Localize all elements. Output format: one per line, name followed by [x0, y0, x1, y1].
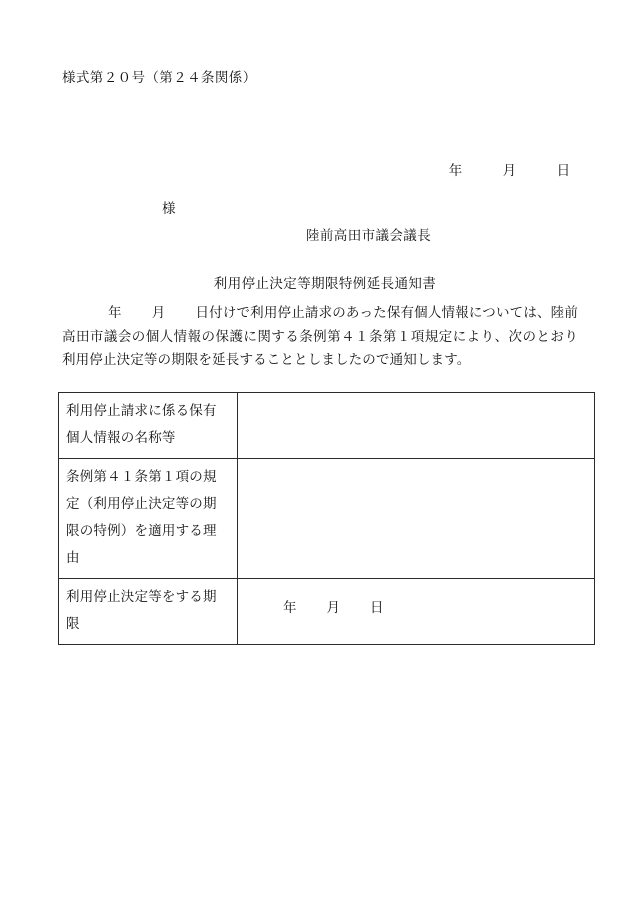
table-row-value[interactable] — [238, 459, 595, 579]
deadline-year: 年 — [283, 600, 297, 616]
table-row-label: 利用停止決定等をする期限 — [59, 579, 238, 645]
deadline-month: 月 — [326, 600, 340, 616]
issue-date-line — [430, 143, 570, 195]
form-number: 様式第２０号（第２４条関係） — [62, 70, 257, 86]
addressee-suffix: 様 — [162, 201, 176, 217]
body-paragraph-text: 日付けで利用停止請求のあった保有個人情報については、陸前高田市議会の個人情報の保護に関する条例第４１条第１項規定により、次のとおり利用停止決定等の期限を延長することとしましたので通知します。 — [62, 305, 579, 368]
table-row-value[interactable] — [238, 393, 595, 459]
body-date-year: 年 — [108, 305, 122, 321]
table-row-label: 利用停止請求に係る保有個人情報の名称等 — [59, 393, 238, 459]
body-paragraph — [62, 302, 578, 373]
table-row-value[interactable] — [238, 579, 595, 645]
issue-date-month: 月 — [502, 163, 517, 179]
issue-date-day: 日 — [556, 163, 571, 179]
table-row — [59, 459, 595, 579]
table-row-label: 条例第４１条第１項の規定（利用停止決定等の期限の特例）を適用する理由 — [59, 459, 238, 579]
document-title: 利用停止決定等期限特例延長通知書 — [213, 276, 437, 292]
body-date-month: 月 — [151, 305, 166, 321]
deadline-day: 日 — [370, 600, 384, 616]
notification-table — [58, 392, 595, 645]
issuer-name: 陸前高田市議会議長 — [306, 228, 432, 244]
deadline-date — [245, 584, 587, 618]
issue-date-year: 年 — [448, 163, 463, 179]
table-row — [59, 393, 595, 459]
table-row — [59, 579, 595, 645]
